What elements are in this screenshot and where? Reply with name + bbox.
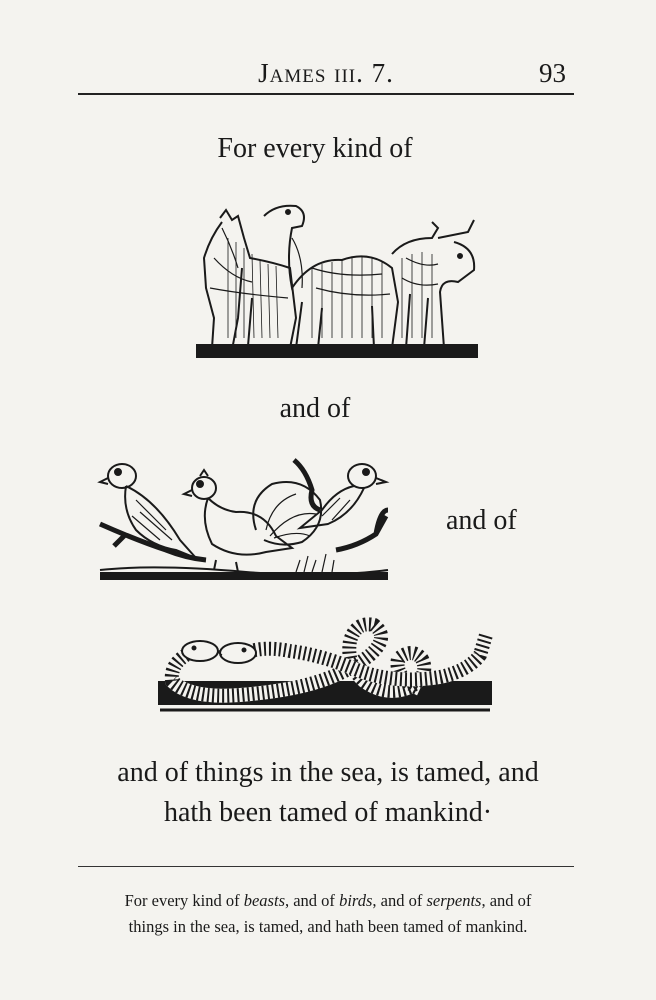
footnote-emphasis-serpents: serpents: [426, 891, 482, 910]
running-head: [78, 52, 574, 92]
footnote-emphasis-birds: birds: [339, 891, 373, 910]
footnote-rule: [78, 866, 574, 867]
birds-woodcut-icon: [96, 450, 394, 590]
verse-line-1: For every kind of: [217, 133, 413, 164]
serpents-woodcut-icon: [150, 615, 495, 720]
page-number: 93: [539, 58, 566, 88]
running-title: James iii. 7.: [258, 58, 394, 88]
beasts-woodcut-icon: [192, 198, 482, 366]
footnote-text: , and of: [284, 891, 340, 910]
footnote-text: , and of: [481, 891, 532, 910]
verse-line-2: and of: [279, 393, 351, 424]
verse-line-5: hath been tamed of mankind·: [163, 797, 493, 828]
footnote-emphasis-beasts: beasts: [243, 891, 285, 910]
footnote-text: For every kind of: [124, 891, 244, 910]
footnote-text: , and of: [372, 891, 427, 910]
footnote-line-1: [60, 888, 596, 914]
verse-line-4: and of things in the sea, is tamed, and: [117, 757, 539, 788]
footnote-line-2: things in the sea, is tamed, and hath been tamed of mankind.: [128, 917, 528, 936]
verse-line-3: and of: [446, 505, 517, 536]
header-rule: [78, 93, 574, 95]
